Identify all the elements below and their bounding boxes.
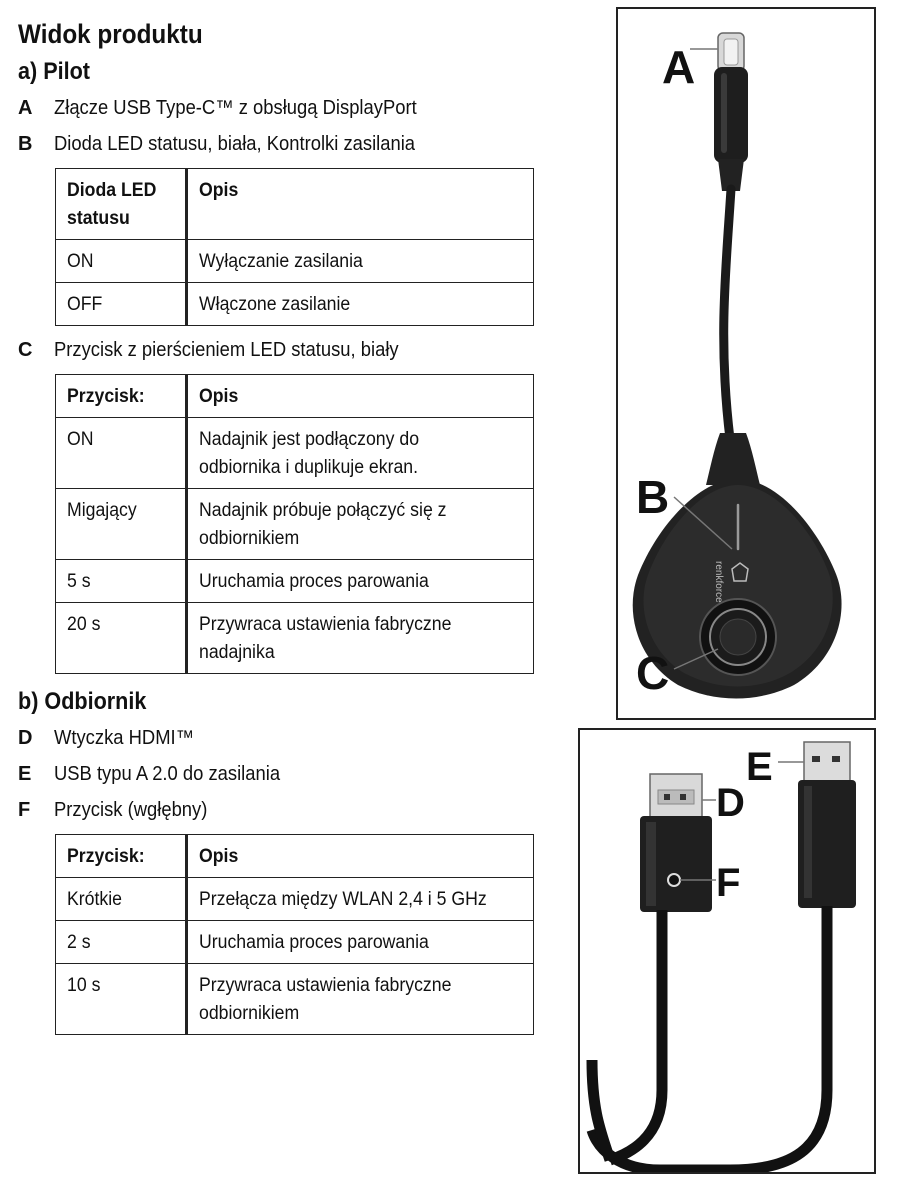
table-header-row [56,169,534,240]
table-cell [56,921,187,964]
section-b-heading: b) Odbiornik [18,688,147,715]
cell-text: 20 s [67,614,101,635]
table-row [56,603,534,674]
table-row [56,560,534,603]
table-cell [187,240,534,283]
item-text: Przycisk z pierścieniem LED statusu, biały [54,339,399,361]
table-header-cell [187,375,534,418]
item-key: F [18,799,31,821]
item-key: B [18,133,33,155]
label-e: E [746,745,773,789]
table-row [56,964,534,1035]
item-key: D [18,727,33,749]
cell-text: Przywraca ustawienia fabryczne nadajnika [199,614,452,663]
cell-text: Nadajnik próbuje połączyć się z odbiornikiem [199,500,447,549]
item-e [18,762,548,786]
item-c [18,338,548,362]
table-header-row [56,375,534,418]
table-header-row [56,835,534,878]
usb-c-transmitter-image [618,9,874,718]
item-key: C [18,339,33,361]
figure-transmitter [616,7,876,720]
table-row [56,418,534,489]
table-row [56,240,534,283]
hdmi-receiver-image [580,730,874,1172]
cell-text: Krótkie [67,889,123,910]
cell-text: Uruchamia proces parowania [199,571,429,592]
cell-text: 10 s [67,975,101,996]
cell-text: Nadajnik jest podłączony do odbiornika i duplikuje ekran. [199,429,420,478]
table-cell [187,878,534,921]
label-d: D [716,781,745,825]
header-text: Przycisk: [67,846,145,867]
table-header-cell [56,835,187,878]
table-header-cell [187,169,534,240]
table-cell [56,240,187,283]
label-f: F [716,861,741,905]
table-header-cell [56,169,187,240]
header-text: Opis [199,846,239,867]
table-cell [187,964,534,1035]
cell-text: Włączone zasilanie [199,294,351,315]
table-row [56,878,534,921]
table-row [56,283,534,326]
page-title: Widok produktu [18,19,203,49]
table-row [56,489,534,560]
label-b: B [636,471,670,523]
item-d [18,726,548,750]
item-a [18,96,548,120]
header-text: Dioda LED statusu [67,180,157,229]
label-c: C [636,647,670,699]
table-header-cell [187,835,534,878]
table-cell [187,489,534,560]
cell-text: 2 s [67,932,91,953]
left-column [18,16,548,1047]
table-cell [56,878,187,921]
table-receiver-button [55,834,534,1035]
cell-text: Migający [67,500,137,521]
section-a-heading: a) Pilot [18,58,91,85]
table-cell [187,418,534,489]
table-cell [56,560,187,603]
cell-text: ON [67,251,94,272]
table-status-led [55,168,534,326]
header-text: Opis [199,386,239,407]
table-cell [187,283,534,326]
item-b [18,132,548,156]
cell-text: Przełącza między WLAN 2,4 i 5 GHz [199,889,487,910]
item-key: E [18,763,32,785]
table-row [56,921,534,964]
table-transmitter-button [55,374,534,674]
label-a: A [662,41,696,93]
brand-text: renkforce [713,561,724,603]
figure-receiver [578,728,876,1174]
table-cell [187,560,534,603]
item-text: Dioda LED statusu, biała, Kontrolki zasilania [54,133,416,155]
table-cell [56,603,187,674]
item-text: Wtyczka HDMI™ [54,727,195,749]
item-text: Złącze USB Type-C™ z obsługą DisplayPort [54,97,417,119]
table-cell [56,964,187,1035]
header-text: Przycisk: [67,386,145,407]
table-cell [56,489,187,560]
table-cell [56,418,187,489]
cell-text: Przywraca ustawienia fabryczne odbiornikiem [199,975,452,1024]
header-text: Opis [199,180,239,201]
table-cell [56,283,187,326]
item-key: A [18,97,33,119]
item-f [18,798,548,822]
cell-text: Wyłączanie zasilania [199,251,363,272]
item-text: USB typu A 2.0 do zasilania [54,763,281,785]
cell-text: OFF [67,294,103,315]
cell-text: 5 s [67,571,91,592]
item-text: Przycisk (wgłębny) [54,799,208,821]
table-cell [187,603,534,674]
table-cell [187,921,534,964]
table-header-cell [56,375,187,418]
cell-text: ON [67,429,94,450]
cell-text: Uruchamia proces parowania [199,932,429,953]
